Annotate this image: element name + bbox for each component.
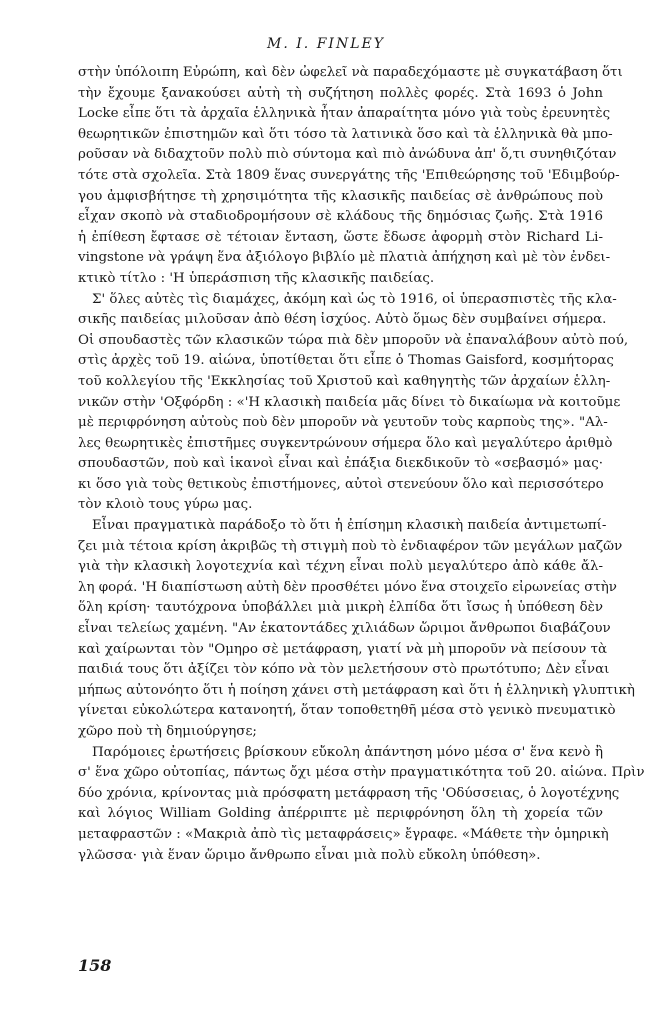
text-line: μὲ περιφρόνηση αὐτοὺς ποὺ δὲν μποροῦν νὰ γευτοῦν τοὺς καρποὺς της». "Αλ- (78, 415, 608, 431)
text-line: γίνεται εὐκολώτερα κατανοητή, ὅταν τοποθετηθῆ μέσα στὸ γενικὸ πνευματικὸ (78, 703, 616, 719)
text-line: καὶ λόγιος William Golding ἀπέρριπτε μὲ περιφρόνηση ὅλη τὴ χορεία τῶν (78, 806, 603, 822)
text-line: Σ' ὅλες αὐτὲς τὶς διαμάχες, ἀκόμη καὶ ὡς τὸ 1916, οἱ ὑπερασπιστὲς τῆς κλα- (92, 291, 617, 307)
body-text (78, 63, 645, 866)
paragraph (78, 63, 623, 290)
text-line: εἶχαν σκοπὸ νὰ σταδιοδρομήσουν σὲ κλάδους τῆς δημόσιας ζωῆς. Στὰ 1916 (78, 209, 603, 225)
text-line: ροῦσαν νὰ διδαχτοῦν πολὺ πιὸ σύντομα καὶ πιὸ ἀνώδυνα ἀπ' ὅ,τι συνηθιζόταν (78, 147, 617, 163)
text-line: ζει μιὰ τέτοια κρίση ἀκριβῶς τὴ στιγμὴ ποὺ τὸ ἐνδιαφέρον τῶν μεγάλων μαζῶν (78, 538, 623, 554)
text-line: νικῶν στὴν 'Οξφόρδη : «'Η κλασικὴ παιδεία μᾶς δίνει τὸ δικαίωμα νὰ κοιτοῦμε (78, 394, 621, 410)
text-line: στὶς ἀρχὲς τοῦ 19. αἰώνα, ὑποτίθεται ὅτι εἶπε ὁ Thomas Gaisford, κοσμήτορας (78, 353, 614, 369)
text-line: τὴν ἔχουμε ξανακούσει αὐτὴ τὴ συζήτηση πολλὲς φορές. Στὰ 1693 ὁ John (78, 85, 603, 101)
text-line: τοῦ κολλεγίου τῆς 'Εκκλησίας τοῦ Χριστοῦ καὶ καθηγητὴς τῶν ἀρχαίων ἑλλη- (78, 373, 611, 389)
text-line: καὶ χαίρωνται τὸν "Ομηρο σὲ μετάφραση, γιατί νὰ μὴ μποροῦν νὰ πείσουν τὰ (78, 641, 608, 657)
text-line: ἡ ἐπίθεση ἔφτασε σὲ τέτοιαν ἔνταση, ὥστε ἔδωσε ἀφορμὴ στὸν Richard Li- (78, 229, 603, 245)
text-line: λες θεωρητικὲς ἐπιστῆμες συγκεντρώνουν σήμερα ὅλο καὶ μεγαλύτερο ἀριθμὸ (78, 435, 613, 451)
text-line: εἶναι τελείως χαμένη. "Αν ἑκατοντάδες χιλιάδων ὥριμοι ἄνθρωποι διαβάζουν (78, 621, 611, 637)
text-line: ὅλη κρίση· ταυτόχρονα ὑποβάλλει μιὰ μικρὴ ἐλπίδα ὅτι ἴσως ἡ ὑπόθεση δὲν (78, 600, 603, 616)
text-line: μεταφραστῶν : «Μακριὰ ἀπὸ τὶς μεταφράσεις» ἔγραφε. «Μάθετε τὴν ὁμηρικὴ (78, 826, 609, 842)
text-line: σπουδαστῶν, ποὺ καὶ ἱκανοὶ εἶναι καὶ ἐπάξια διεκδικοῦν τὸ «σεβασμό» μας· (78, 456, 603, 472)
text-line: σ' ἕνα χῶρο οὐτοπίας, πάντως ὄχι μέσα στὴν πραγματικότητα τοῦ 20. αἰώνα. Πρὶν (78, 765, 645, 781)
text-line: θεωρητικῶν ἐπιστημῶν καὶ ὅτι τόσο τὰ λατινικὰ ὅσο καὶ τὰ ἑλληνικὰ θὰ μπο- (78, 126, 613, 142)
paragraph (78, 743, 645, 867)
text-line: στὴν ὑπόλοιπη Εὐρώπη, καὶ δὲν ὠφελεῖ νὰ παραδεχόμαστε μὲ συγκατάβαση ὅτι (78, 65, 623, 80)
text-line: παιδιά τους ὅτι ἀξίζει τὸν κόπο νὰ τὸν μελετήσουν στὸ πρωτότυπο; Δὲν εἶναι (78, 662, 610, 678)
text-line: Εἶναι πραγματικὰ παράδοξο τὸ ὅτι ἡ ἐπίσημη κλασικὴ παιδεία ἀντιμετωπί- (92, 518, 607, 534)
text-line: Οἱ σπουδαστὲς τῶν κλασικῶν τώρα πιὰ δὲν μποροῦν νὰ ἐπαναλάβουν αὐτὸ πού, (78, 332, 629, 348)
text-line: λη φορά. 'Η διαπίστωση αὐτὴ δὲν προσθέτει μόνο ἕνα στοιχεῖο εἰρωνείας στὴν (78, 579, 617, 595)
text-line: κι ὅσο γιὰ τοὺς θετικοὺς ἐπιστήμονες, αὐτοὶ στενεύουν ὅλο καὶ περισσότερο (78, 476, 604, 492)
paragraph (78, 516, 635, 743)
text-line: κτικὸ τίτλο : 'Η ὑπεράσπιση τῆς κλασικῆς παιδείας. (78, 270, 435, 286)
text-line: γιὰ τὴν κλασικὴ λογοτεχνία καὶ τέχνη εἶναι πολὺ μεγαλύτερο ἀπὸ κάθε ἄλ- (78, 559, 603, 575)
paragraph (78, 290, 629, 517)
page-number: 158 (78, 956, 112, 975)
text-line: Παρόμοιες ἐρωτήσεις βρίσκουν εὔκολη ἀπάντηση μόνο μέσα σ' ἕνα κενὸ ἢ (92, 744, 603, 760)
text-line: σικῆς παιδείας μιλοῦσαν ἀπὸ θέση ἰσχύος. Αὐτὸ ὅμως δὲν συμβαίνει σήμερα. (78, 312, 607, 328)
text-line: δύο χρόνια, κρίνοντας μιὰ πρόσφατη μετάφραση τῆς 'Οδύσσειας, ὁ λογοτέχνης (78, 785, 620, 801)
text-line: μήπως αὐτονόητο ὅτι ἡ ποίηση χάνει στὴ μετάφραση καὶ ὅτι ἡ ἑλληνικὴ γλυπτικὴ (78, 682, 635, 698)
text-line: τότε στὰ σχολεῖα. Στὰ 1809 ἕνας συνεργάτης τῆς 'Επιθεώρησης τοῦ 'Εδιμβούρ- (78, 167, 620, 183)
text-line: χῶρο ποὺ τὴ δημιούργησε; (78, 724, 257, 739)
text-line: τὸν κλοιὸ τους γύρω μας. (78, 497, 253, 513)
running-header: M. I. FINLEY (267, 36, 385, 52)
text-line: vingstone νὰ γράψη ἕνα ἀξιόλογο βιβλίο μὲ πλατιὰ ἀπήχηση καὶ μὲ τὸν ἐνδει- (78, 250, 611, 266)
text-line: γου ἀμφισβήτησε τὴ χρησιμότητα τῆς κλασικῆς παιδείας σὲ ἀνθρώπους ποὺ (78, 188, 603, 204)
text-line: γλῶσσα· γιὰ ἕναν ὥριμο ἄνθρωπο εἶναι μιὰ πολὺ εὔκολη ὑπόθεση». (78, 847, 541, 863)
text-line: Locke εἶπε ὅτι τὰ ἀρχαῖα ἑλληνικὰ ἦταν ἀπαραίτητα μόνο γιὰ τοὺς ἐρευνητὲς (78, 106, 611, 122)
